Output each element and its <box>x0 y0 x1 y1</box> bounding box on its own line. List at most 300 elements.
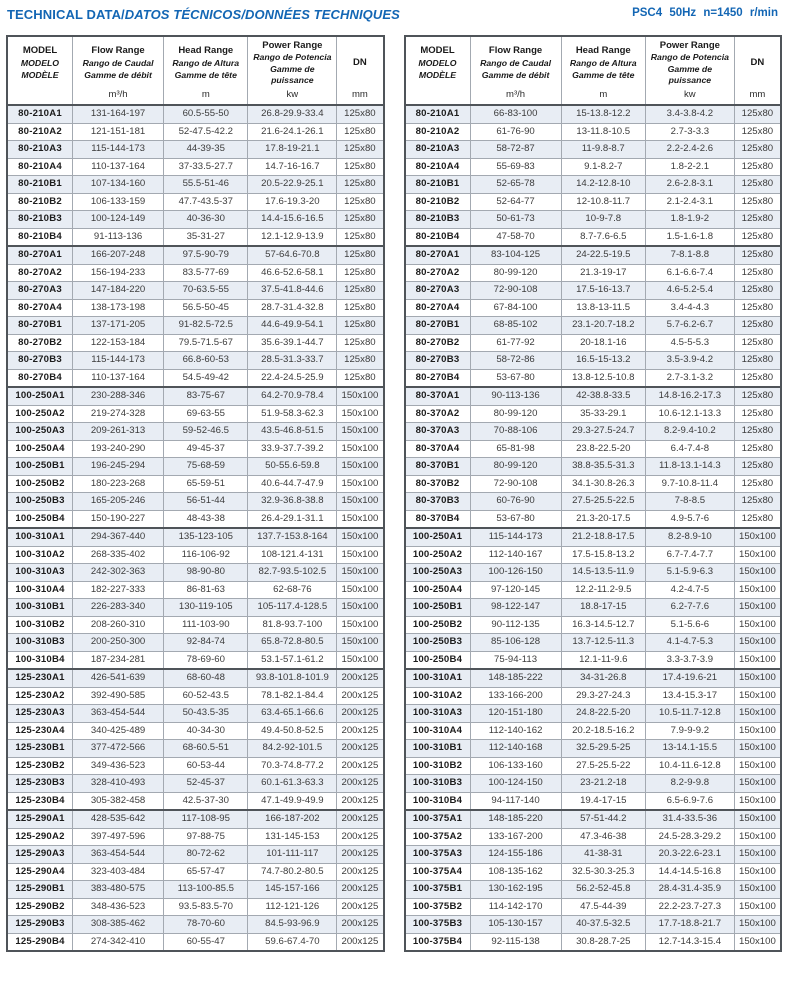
head-cell: 21.3-19-17 <box>561 264 645 282</box>
table-row <box>405 141 782 159</box>
dn-cell: 150x100 <box>337 634 384 652</box>
head-cell: 21.3-20-17.5 <box>561 510 645 528</box>
model-cell: 80-370B2 <box>405 475 471 493</box>
dn-cell: 150x100 <box>734 581 781 599</box>
power-cell: 70.3-74.8-77.2 <box>248 757 337 775</box>
model-cell: 100-250A4 <box>7 440 73 458</box>
table-row <box>405 705 782 723</box>
flow-cell: 156-194-233 <box>73 264 164 282</box>
head-cell: 93.5-83.5-70 <box>164 898 248 916</box>
head-cell: 66.8-60-53 <box>164 352 248 370</box>
head-cell: 41-38-31 <box>561 846 645 864</box>
dn-cell: 125x80 <box>337 352 384 370</box>
flow-cell: 67-84-100 <box>470 299 561 317</box>
model-cell: 125-290A2 <box>7 828 73 846</box>
power-cell: 78.1-82.1-84.4 <box>248 687 337 705</box>
head-cell: 15-13.8-12.2 <box>561 105 645 123</box>
model-cell: 125-290A3 <box>7 846 73 864</box>
flow-label-en: Flow Range <box>488 45 543 57</box>
flow-cell: 133-166-200 <box>470 687 561 705</box>
head-label-es: Rango de Altura <box>569 57 637 68</box>
table-row <box>405 510 782 528</box>
table-row <box>405 493 782 511</box>
table-row <box>7 810 384 828</box>
model-cell: 100-250A3 <box>7 423 73 441</box>
model-cell: 80-210B4 <box>405 228 471 246</box>
flow-cell: 105-130-157 <box>470 916 561 934</box>
table-row <box>7 282 384 300</box>
model-cell: 80-270B1 <box>405 317 471 335</box>
power-cell: 17.8-19-21.1 <box>248 141 337 159</box>
model-cell: 100-310B1 <box>7 599 73 617</box>
head-cell: 14.5-13.5-11.9 <box>561 564 645 582</box>
head-cell: 20.2-18.5-16.2 <box>561 722 645 740</box>
model-label-es: MODELO <box>20 57 60 68</box>
model-cell: 80-270B1 <box>7 317 73 335</box>
dn-cell: 150x100 <box>734 616 781 634</box>
head-cell: 35-31-27 <box>164 228 248 246</box>
head-cell: 44-39-35 <box>164 141 248 159</box>
dn-cell: 150x100 <box>734 599 781 617</box>
head-cell: 10-9-7.8 <box>561 211 645 229</box>
dn-cell: 200x125 <box>337 916 384 934</box>
flow-cell: 100-124-149 <box>73 211 164 229</box>
model-cell: 80-210A3 <box>405 141 471 159</box>
table-row <box>7 458 384 476</box>
table-row <box>405 193 782 211</box>
model-cell: 100-250B1 <box>405 599 471 617</box>
table-row <box>405 916 782 934</box>
model-unit <box>9 89 71 101</box>
flow-cell: 377-472-566 <box>73 740 164 758</box>
dn-cell: 125x80 <box>734 317 781 335</box>
flow-cell: 91-113-136 <box>73 228 164 246</box>
dn-cell: 125x80 <box>734 299 781 317</box>
power-cell: 5.1-5.6-6 <box>645 616 734 634</box>
flow-cell: 100-124-150 <box>470 775 561 793</box>
table-row <box>405 581 782 599</box>
model-cell: 100-310A3 <box>7 564 73 582</box>
dn-cell: 150x100 <box>734 916 781 934</box>
model-cell: 80-370A2 <box>405 405 471 423</box>
model-cell: 80-210A2 <box>7 123 73 141</box>
table-row <box>405 246 782 264</box>
table-row <box>405 387 782 405</box>
model-cell: 80-210B1 <box>7 176 73 194</box>
column-header-head <box>561 36 645 105</box>
model-cell: 80-210A2 <box>405 123 471 141</box>
model-cell: 80-210A4 <box>405 158 471 176</box>
dn-cell: 150x100 <box>337 493 384 511</box>
head-cell: 30.8-28.7-25 <box>561 933 645 951</box>
table-body <box>7 105 384 951</box>
head-cell: 60.5-55-50 <box>164 105 248 123</box>
power-cell: 13-14.1-15.5 <box>645 740 734 758</box>
table-row <box>7 722 384 740</box>
head-cell: 49-45-37 <box>164 440 248 458</box>
head-unit: m <box>201 89 210 100</box>
model-cell: 80-270B4 <box>405 369 471 387</box>
flow-cell: 80-99-120 <box>470 264 561 282</box>
power-cell: 3.4-3.8-4.2 <box>645 105 734 123</box>
power-cell: 26.8-29.9-33.4 <box>248 105 337 123</box>
model-cell: 80-210A1 <box>7 105 73 123</box>
tables-container <box>6 35 782 952</box>
power-cell: 2.7-3.1-3.2 <box>645 369 734 387</box>
flow-cell: 97-120-145 <box>470 581 561 599</box>
flow-cell: 392-490-585 <box>73 687 164 705</box>
flow-cell: 100-126-150 <box>470 564 561 582</box>
dn-cell: 125x80 <box>734 282 781 300</box>
dn-cell: 200x125 <box>337 933 384 951</box>
dn-cell: 125x80 <box>734 369 781 387</box>
dn-cell: 125x80 <box>734 105 781 123</box>
flow-cell: 274-342-410 <box>73 933 164 951</box>
model-cell: 100-375B2 <box>405 898 471 916</box>
power-cell: 6.2-7-7.6 <box>645 599 734 617</box>
power-cell: 14.7-16-16.7 <box>248 158 337 176</box>
table-row <box>7 405 384 423</box>
head-cell: 8.7-7.6-6.5 <box>561 228 645 246</box>
power-cell: 6.7-7.4-7.7 <box>645 546 734 564</box>
flow-cell: 208-260-310 <box>73 616 164 634</box>
model-cell: 100-310B3 <box>405 775 471 793</box>
power-cell: 35.6-39.1-44.7 <box>248 334 337 352</box>
dn-cell: 150x100 <box>337 423 384 441</box>
table-row <box>405 158 782 176</box>
flow-cell: 147-184-220 <box>73 282 164 300</box>
flow-cell: 323-403-484 <box>73 863 164 881</box>
column-header-dn <box>734 36 781 105</box>
dn-cell: 125x80 <box>337 211 384 229</box>
flow-cell: 428-535-642 <box>73 810 164 828</box>
table-row <box>7 510 384 528</box>
head-label-en: Head Range <box>178 45 234 57</box>
model-label-en: MODEL <box>420 45 455 57</box>
model-cell: 100-250A3 <box>405 564 471 582</box>
head-cell: 16.5-15-13.2 <box>561 352 645 370</box>
head-cell: 97-88-75 <box>164 828 248 846</box>
table-row <box>7 440 384 458</box>
head-cell: 47.3-46-38 <box>561 828 645 846</box>
power-cell: 21.6-24.1-26.1 <box>248 123 337 141</box>
model-cell: 125-290B3 <box>7 916 73 934</box>
table-row <box>7 616 384 634</box>
table-row <box>7 352 384 370</box>
flow-cell: 52-64-77 <box>470 193 561 211</box>
dn-cell: 150x100 <box>734 898 781 916</box>
power-cell: 4.5-5-5.3 <box>645 334 734 352</box>
power-cell: 62-68-76 <box>248 581 337 599</box>
dn-cell: 200x125 <box>337 687 384 705</box>
head-cell: 80-72-62 <box>164 846 248 864</box>
dn-cell: 150x100 <box>337 564 384 582</box>
flow-cell: 137-171-205 <box>73 317 164 335</box>
head-label-es: Rango de Altura <box>172 57 240 68</box>
flow-cell: 115-144-173 <box>470 528 561 546</box>
power-cell: 28.7-31.4-32.8 <box>248 299 337 317</box>
model-cell: 100-310A4 <box>405 722 471 740</box>
power-cell: 166-187-202 <box>248 810 337 828</box>
power-cell: 3.4-4-4.3 <box>645 299 734 317</box>
model-cell: 80-270B2 <box>7 334 73 352</box>
head-cell: 12.2-11.2-9.5 <box>561 581 645 599</box>
dn-cell: 200x125 <box>337 881 384 899</box>
flow-cell: 226-283-340 <box>73 599 164 617</box>
power-cell: 28.4-31.4-35.9 <box>645 881 734 899</box>
flow-cell: 70-88-106 <box>470 423 561 441</box>
head-cell: 83.5-77-69 <box>164 264 248 282</box>
head-cell: 113-100-85.5 <box>164 881 248 899</box>
flow-cell: 383-480-575 <box>73 881 164 899</box>
dn-cell: 125x80 <box>734 405 781 423</box>
head-cell: 97.5-90-79 <box>164 246 248 264</box>
power-cell: 28.5-31.3-33.7 <box>248 352 337 370</box>
flow-cell: 98-122-147 <box>470 599 561 617</box>
table-row <box>405 282 782 300</box>
table-row <box>7 669 384 687</box>
table-row <box>7 387 384 405</box>
flow-cell: 122-153-184 <box>73 334 164 352</box>
power-cell: 33.9-37.7-39.2 <box>248 440 337 458</box>
flow-cell: 305-382-458 <box>73 792 164 810</box>
dn-cell: 125x80 <box>734 246 781 264</box>
power-cell: 7-8.1-8.8 <box>645 246 734 264</box>
power-cell: 2.7-3-3.3 <box>645 123 734 141</box>
dn-cell: 200x125 <box>337 740 384 758</box>
dn-cell: 150x100 <box>734 792 781 810</box>
model-cell: 80-270A1 <box>7 246 73 264</box>
model-cell: 80-210B4 <box>7 228 73 246</box>
power-label-en: Power Range <box>262 39 323 51</box>
power-cell: 7.9-9-9.2 <box>645 722 734 740</box>
power-cell: 24.5-28.3-29.2 <box>645 828 734 846</box>
power-cell: 63.4-65.1-66.6 <box>248 705 337 723</box>
table-row <box>405 828 782 846</box>
table-row <box>7 228 384 246</box>
model-cell: 80-270A3 <box>405 282 471 300</box>
model-cell: 100-310A4 <box>7 581 73 599</box>
table-row <box>7 599 384 617</box>
head-cell: 11-9.8-8.7 <box>561 141 645 159</box>
table-row <box>405 352 782 370</box>
table-row <box>405 881 782 899</box>
head-cell: 83-75-67 <box>164 387 248 405</box>
power-cell: 22.4-24.5-25.9 <box>248 369 337 387</box>
head-cell: 23.1-20.7-18.2 <box>561 317 645 335</box>
model-cell: 100-250A2 <box>7 405 73 423</box>
power-cell: 137.7-153.8-164 <box>248 528 337 546</box>
head-cell: 19.4-17-15 <box>561 792 645 810</box>
dn-cell: 125x80 <box>337 193 384 211</box>
flow-cell: 108-135-162 <box>470 863 561 881</box>
power-cell: 5.7-6.2-6.7 <box>645 317 734 335</box>
model-cell: 100-310A1 <box>405 669 471 687</box>
head-cell: 17.5-16-13.7 <box>561 282 645 300</box>
table-header <box>405 36 782 105</box>
flow-cell: 242-302-363 <box>73 564 164 582</box>
table-row <box>405 775 782 793</box>
model-cell: 100-310B1 <box>405 740 471 758</box>
dn-cell: 150x100 <box>734 651 781 669</box>
power-cell: 101-111-117 <box>248 846 337 864</box>
model-cell: 100-310B2 <box>405 757 471 775</box>
table-row <box>405 898 782 916</box>
dn-label: DN <box>750 57 765 69</box>
model-cell: 125-230B4 <box>7 792 73 810</box>
flow-cell: 115-144-173 <box>73 352 164 370</box>
table-row <box>7 493 384 511</box>
flow-cell: 53-67-80 <box>470 369 561 387</box>
dn-cell: 125x80 <box>337 105 384 123</box>
technical-data-table-left <box>6 35 385 952</box>
dn-cell: 125x80 <box>337 176 384 194</box>
flow-cell: 66-83-100 <box>470 105 561 123</box>
head-cell: 70-63.5-55 <box>164 282 248 300</box>
table-row <box>7 299 384 317</box>
column-header-model <box>7 36 73 105</box>
flow-cell: 53-67-80 <box>470 510 561 528</box>
power-cell: 32.9-36.8-38.8 <box>248 493 337 511</box>
table-row <box>405 211 782 229</box>
dn-cell: 150x100 <box>337 651 384 669</box>
model-cell: 80-210B2 <box>405 193 471 211</box>
dn-cell: 125x80 <box>337 299 384 317</box>
table-row <box>405 634 782 652</box>
head-cell: 38.8-35.5-31.3 <box>561 458 645 476</box>
head-cell: 135-123-105 <box>164 528 248 546</box>
table-row <box>405 669 782 687</box>
table-row <box>7 123 384 141</box>
table-row <box>405 599 782 617</box>
power-cell: 1.8-2-2.1 <box>645 158 734 176</box>
power-label-fr: Gamme de puissance <box>270 64 315 86</box>
power-cell: 40.6-44.7-47.9 <box>248 475 337 493</box>
flow-cell: 397-497-596 <box>73 828 164 846</box>
power-cell: 3.3-3.7-3.9 <box>645 651 734 669</box>
flow-label-es: Rango de Caudal <box>82 57 154 68</box>
head-cell: 12.1-11-9.6 <box>561 651 645 669</box>
model-cell: 100-250B2 <box>7 475 73 493</box>
table-row <box>7 881 384 899</box>
table-row <box>405 846 782 864</box>
table-row <box>7 193 384 211</box>
head-cell: 40-36-30 <box>164 211 248 229</box>
model-cell: 80-370A1 <box>405 387 471 405</box>
model-cell: 100-250B3 <box>7 493 73 511</box>
table-row <box>7 105 384 123</box>
flow-label-fr: Gamme de débit <box>84 69 152 80</box>
table-row <box>405 440 782 458</box>
power-cell: 49.4-50.8-52.5 <box>248 722 337 740</box>
table-row <box>7 564 384 582</box>
dn-cell: 150x100 <box>734 546 781 564</box>
model-cell: 100-250B1 <box>7 458 73 476</box>
model-cell: 100-250A4 <box>405 581 471 599</box>
head-cell: 92-84-74 <box>164 634 248 652</box>
table-row <box>405 933 782 951</box>
column-header-dn <box>337 36 384 105</box>
table-row <box>7 828 384 846</box>
head-cell: 16.3-14.5-12.7 <box>561 616 645 634</box>
column-header-model <box>405 36 471 105</box>
head-cell: 40-34-30 <box>164 722 248 740</box>
model-label-es: MODELO <box>418 57 457 68</box>
dn-cell: 200x125 <box>337 846 384 864</box>
flow-cell: 130-162-195 <box>470 881 561 899</box>
table-row <box>405 299 782 317</box>
table-row <box>405 369 782 387</box>
model-cell: 125-230A3 <box>7 705 73 723</box>
table-row <box>7 546 384 564</box>
dn-cell: 125x80 <box>337 264 384 282</box>
model-cell: 100-310B4 <box>7 651 73 669</box>
head-cell: 79.5-71.5-67 <box>164 334 248 352</box>
head-cell: 13-11.8-10.5 <box>561 123 645 141</box>
flow-cell: 180-223-268 <box>73 475 164 493</box>
power-cell: 64.2-70.9-78.4 <box>248 387 337 405</box>
dn-cell: 150x100 <box>734 775 781 793</box>
head-cell: 32.5-30.3-25.3 <box>561 863 645 881</box>
model-cell: 100-375A4 <box>405 863 471 881</box>
model-cell: 125-290A4 <box>7 863 73 881</box>
head-cell: 56-51-44 <box>164 493 248 511</box>
dn-cell: 150x100 <box>337 528 384 546</box>
dn-label: DN <box>353 57 367 69</box>
dn-cell: 125x80 <box>734 493 781 511</box>
head-cell: 130-119-105 <box>164 599 248 617</box>
power-cell: 17.7-18.8-21.7 <box>645 916 734 934</box>
head-cell: 52-47.5-42.2 <box>164 123 248 141</box>
table-row <box>405 475 782 493</box>
model-cell: 80-370B4 <box>405 510 471 528</box>
head-cell: 68-60.5-51 <box>164 740 248 758</box>
head-cell: 98-90-80 <box>164 564 248 582</box>
dn-cell: 150x100 <box>337 458 384 476</box>
dn-cell: 150x100 <box>337 546 384 564</box>
head-label-fr: Gamme de tête <box>572 69 635 80</box>
head-cell: 60-52-43.5 <box>164 687 248 705</box>
table-row <box>7 246 384 264</box>
flow-cell: 193-240-290 <box>73 440 164 458</box>
model-cell: 125-230A2 <box>7 687 73 705</box>
head-cell: 17.5-15.8-13.2 <box>561 546 645 564</box>
page-title-main: TECHNICAL DATA/ <box>7 7 125 22</box>
table-row <box>405 616 782 634</box>
dn-cell: 125x80 <box>734 193 781 211</box>
power-cell: 2.1-2.4-3.1 <box>645 193 734 211</box>
flow-cell: 72-90-108 <box>470 475 561 493</box>
dn-cell: 200x125 <box>337 757 384 775</box>
model-cell: 80-370B3 <box>405 493 471 511</box>
dn-cell: 200x125 <box>337 669 384 687</box>
table-row <box>405 423 782 441</box>
dn-cell: 150x100 <box>734 528 781 546</box>
power-cell: 60.1-61.3-63.3 <box>248 775 337 793</box>
dn-cell: 200x125 <box>337 863 384 881</box>
head-cell: 116-106-92 <box>164 546 248 564</box>
dn-cell: 150x100 <box>734 933 781 951</box>
dn-cell: 150x100 <box>734 846 781 864</box>
head-cell: 86-81-63 <box>164 581 248 599</box>
table-row <box>7 317 384 335</box>
head-cell: 48-43-38 <box>164 510 248 528</box>
table-row <box>405 528 782 546</box>
model-cell: 125-290B4 <box>7 933 73 951</box>
flow-unit: m³/h <box>108 89 128 100</box>
table-body <box>405 105 782 951</box>
flow-cell: 58-72-86 <box>470 352 561 370</box>
